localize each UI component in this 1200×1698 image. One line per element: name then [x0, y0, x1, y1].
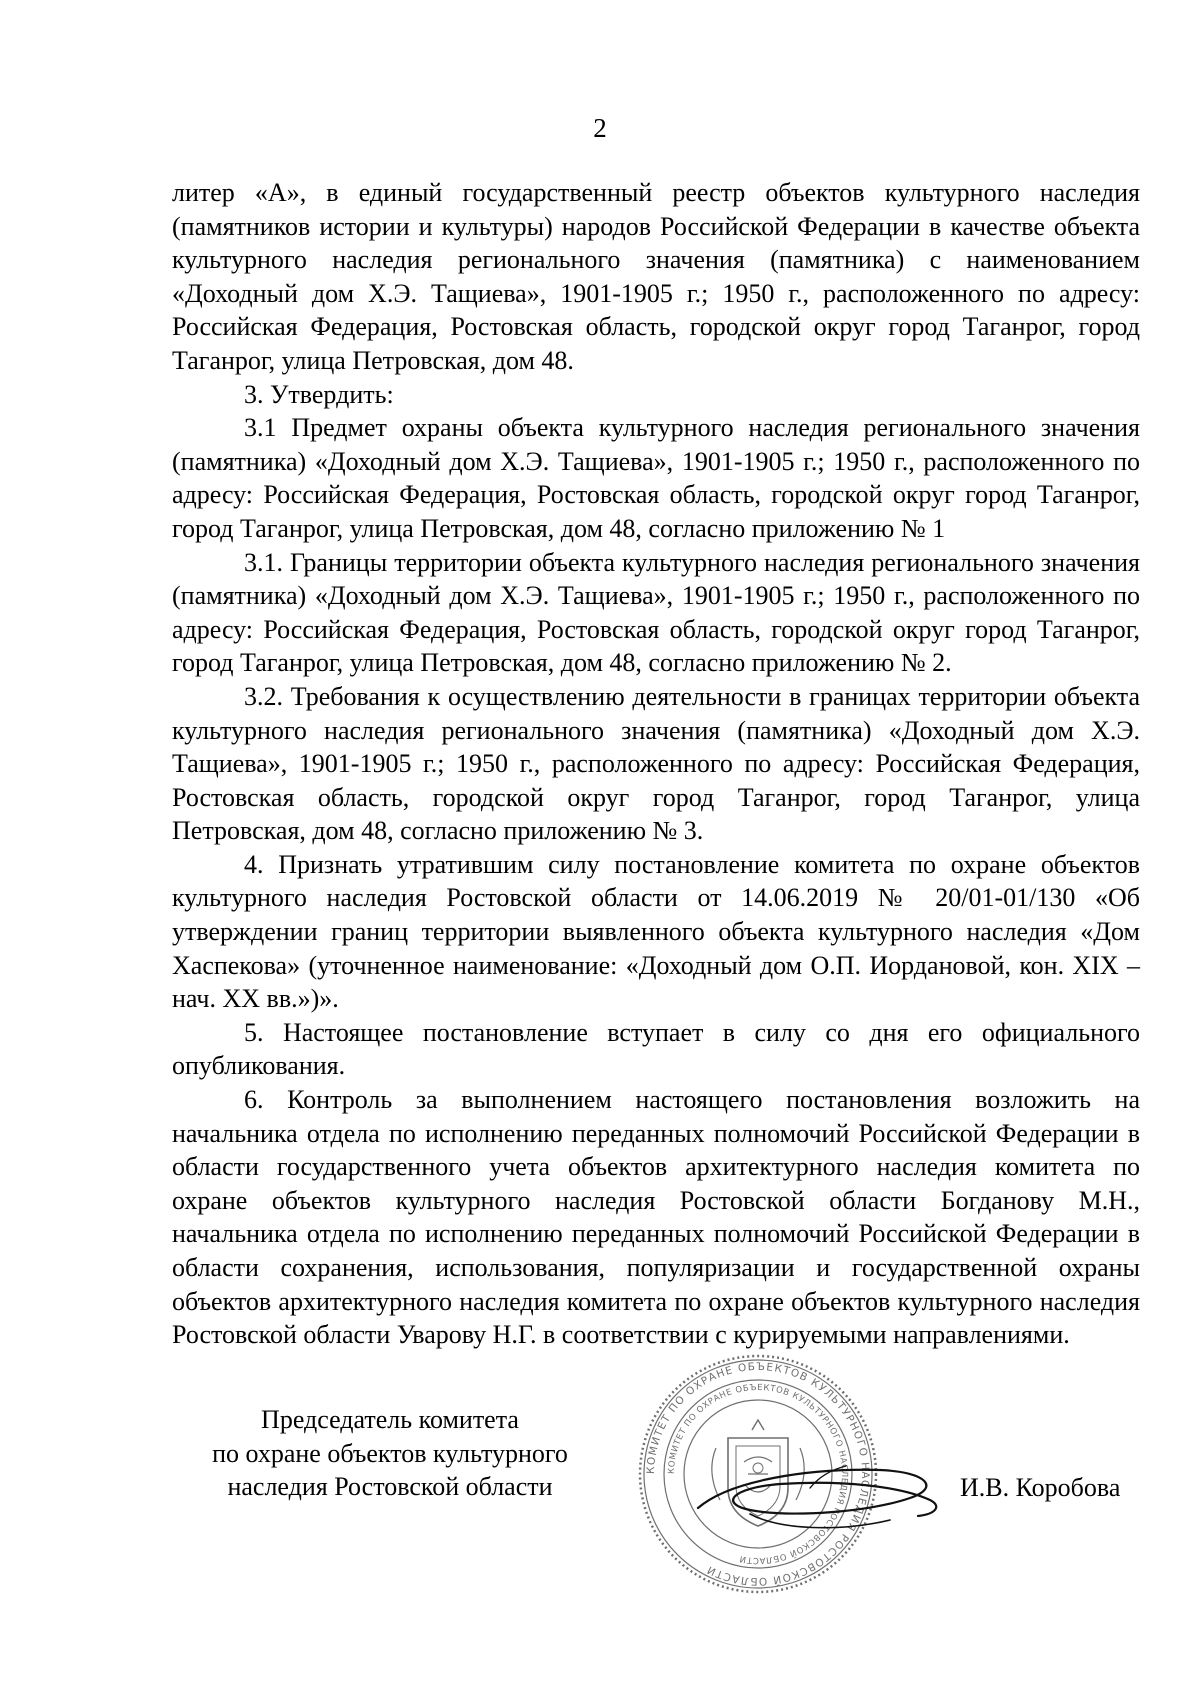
signer-name: И.В. Коробова	[960, 1473, 1121, 1502]
handwritten-signature	[690, 1440, 950, 1550]
seal-inner-text: КОМИТЕТ ПО ОХРАНЕ ОБЪЕКТОВ КУЛЬТУРНОГО НАСЛЕДИЯ РОСТОВСКОЙ ОБЛАСТИ	[666, 1382, 850, 1566]
paragraph-continuation: литер «А», в единый государственный реестр объектов культурного наследия (памятников истории и культуры) народов Российской Федерации в качестве объекта культурного наследия регионального значения (памятника) с наименованием «Доходный дом Х.Э. Тащиева», 1901-1905 г.; 1950 г., расположенного по адресу: Российская Федерация, Ростовская область, городской округ город Таганрог, город Таганрог, улица Петровская, дом 48.	[172, 178, 1140, 375]
paragraph-item-3-1-boundaries: 3.1. Границы территории объекта культурного наследия регионального значения (памятника) «Доходный дом Х.Э. Тащиева», 1901-1905 г.; 1950 г., расположенного по адресу: Российская Федерация, Ростовская область, городской округ город Таганрог, город Таганрог, улица Петровская, дом 48, согласно приложению № 2.	[172, 547, 1140, 678]
position-line: по охране объектов культурного	[212, 1438, 568, 1468]
document-body	[172, 176, 1140, 1352]
paragraph-item-5: 5. Настоящее постановление вступает в силу со дня его официального опубликования.	[172, 1017, 1140, 1081]
paragraph-item-3-1-subject: 3.1 Предмет охраны объекта культурного наследия регионального значения (памятника) «Доходный дом Х.Э. Тащиева», 1901-1905 г.; 1950 г., расположенного по адресу: Российская Федерация, Ростовская область, городской округ город Таганрог, город Таганрог, улица Петровская, дом 48, согласно приложению № 1	[172, 413, 1140, 543]
position-line: Председатель комитета	[261, 1405, 519, 1434]
seal-outer-text: КОМИТЕТ ПО ОХРАНЕ ОБЪЕКТОВ КУЛЬТУРНОГО НАСЛЕДИЯ РОСТОВСКОЙ ОБЛАСТИ	[644, 1360, 872, 1588]
position-line: наследия Ростовской области	[227, 1472, 553, 1502]
paragraph-item-3-2: 3.2. Требования к осуществлению деятельности в границах территории объекта культурного наследия регионального значения (памятника) «Доходный дом Х.Э. Тащиева», 1901-1905 г.; 1950 г., расположенного по адресу: Российская Федерация, Ростовская область, городской округ город Таганрог, город Таганрог, улица Петровская, дом 48, согласно приложению № 3.	[172, 681, 1140, 846]
paragraph-item-3: 3. Утвердить:	[244, 379, 394, 409]
page-number: 2	[593, 113, 607, 143]
paragraph-item-4: 4. Признать утратившим силу постановление комитета по охране объектов культурного наследия Ростовской области от 14.06.2019 № 20/01-01/130 «Об утверждении границ территории выявленного объекта культурного наследия «Дом Хаспекова» (уточненное наименование: «Доходный дом О.П. Иордановой, кон. XIX – нач. XX вв.»)».	[172, 849, 1140, 1014]
paragraph-item-6: 6. Контроль за выполнением настоящего постановления возложить на начальника отдела по исполнению переданных полномочий Российской Федерации в области государственного учета объектов архитектурного наследия комитета по охране объектов культурного наследия Ростовской области Богданову М.Н., начальника отдела по исполнению переданных полномочий Российской Федерации в области сохранения, использования, популяризации и государственной охраны объектов архитектурного наследия комитета по охране объектов культурного наследия Ростовской области Уварову Н.Г. в соответствии с курируемыми направлениями.	[172, 1085, 1140, 1350]
signatory-position	[160, 1403, 620, 1504]
